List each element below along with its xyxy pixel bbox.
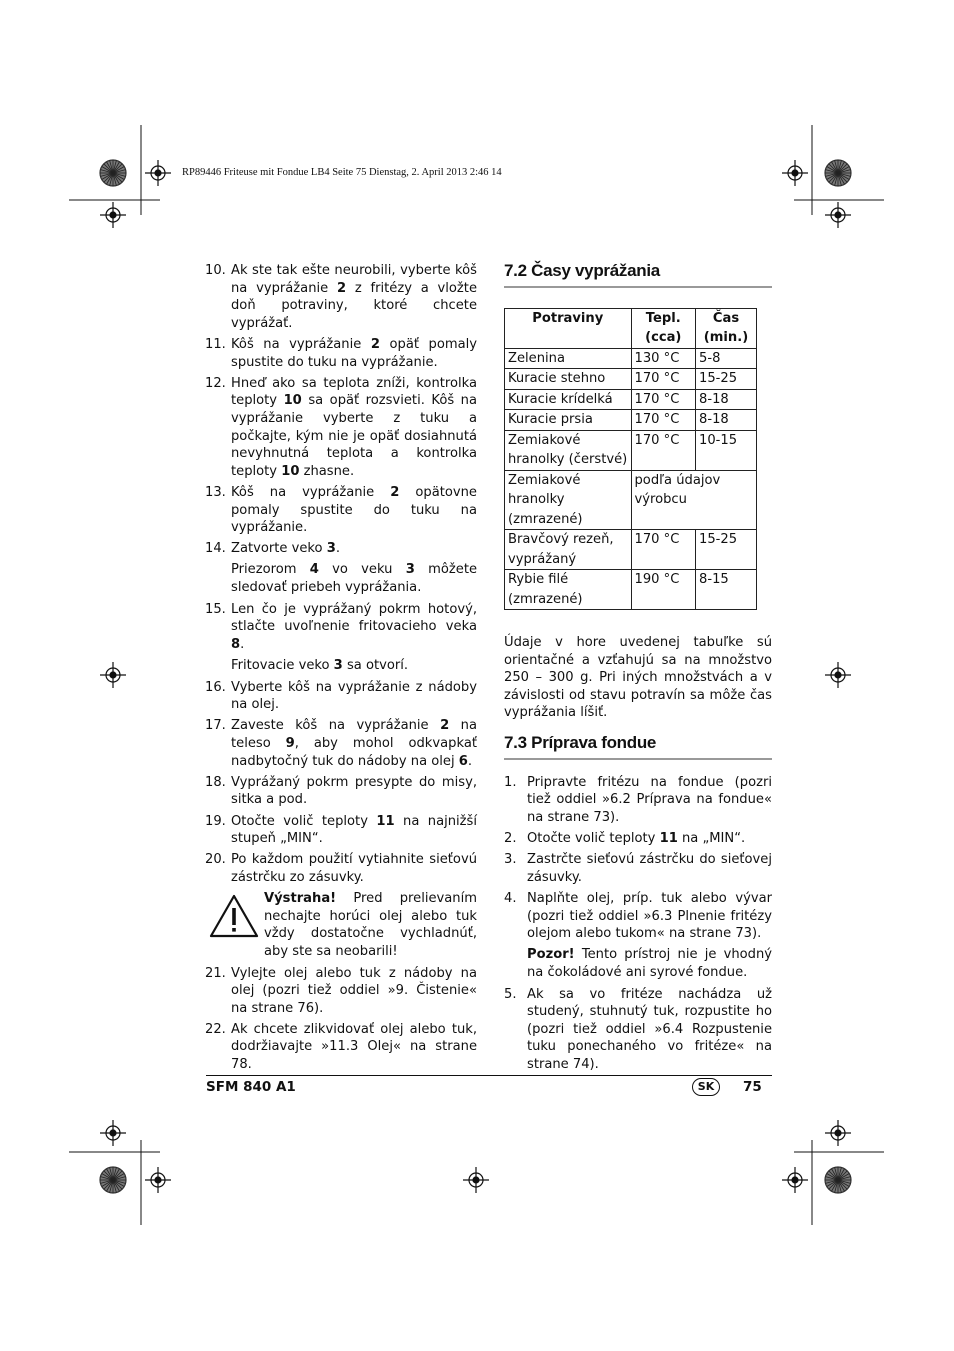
list-item — [205, 262, 477, 332]
table-header-row — [505, 308, 757, 348]
step-number: 18. — [205, 774, 226, 790]
crosshair-mark — [825, 202, 851, 228]
step-number: 1. — [504, 774, 517, 790]
step-number: 2. — [504, 831, 517, 847]
page-number: 75 — [743, 1079, 762, 1095]
list-item — [205, 484, 477, 537]
table-row — [505, 369, 757, 390]
table-cell: Zelenina — [505, 348, 632, 369]
color-bar-mark — [100, 160, 126, 186]
list-item — [205, 375, 477, 481]
list-item — [504, 851, 772, 886]
table-cell: Kuracie prsia — [505, 410, 632, 431]
table-cell: 10-15 — [696, 430, 757, 470]
crosshair-mark — [145, 1167, 171, 1193]
color-bar-mark — [100, 1167, 126, 1193]
step-number: 21. — [205, 965, 226, 981]
table-cell: 170 °C — [631, 369, 696, 390]
fondue-steps — [504, 774, 772, 1074]
column-header: Tepl. (cca) — [631, 308, 696, 348]
crosshair-mark — [782, 160, 808, 186]
column-header: Potraviny — [505, 308, 632, 348]
step-note: Priezorom 4 vo veku 3 môžete sledovať priebeh vyprážania. — [231, 562, 478, 596]
table-row — [505, 348, 757, 369]
step-number: 10. — [205, 263, 226, 278]
table-row — [505, 430, 757, 470]
warning-icon — [209, 894, 259, 938]
step-text: Pripravte fritézu na fondue (pozri tiež oddiel »6.2 Príprava na fondue« na strane 73). — [527, 774, 772, 825]
table-cell: Bravčový rezeň, vyprážaný — [505, 530, 632, 570]
list-item — [205, 336, 477, 371]
frying-times-table — [504, 308, 757, 611]
crosshair-mark — [145, 160, 171, 186]
table-cell: 8-15 — [696, 570, 757, 610]
table-cell: 130 °C — [631, 348, 696, 369]
step-text: Zastrčte sieťovú zástrčku do sieťovej zásuvky. — [527, 852, 772, 885]
left-column — [205, 262, 477, 1077]
step-text: Ak chcete zlikvidovať olej alebo tuk, dodržiavajte »11.3 Olej« na strane 78. — [231, 1021, 477, 1073]
table-row — [505, 570, 757, 610]
column-header: Čas (min.) — [696, 308, 757, 348]
print-header: RP89446 Friteuse mit Fondue LB4 Seite 75 Dienstag, 2. April 2013 2:46 14 — [182, 167, 502, 178]
step-number: 17. — [205, 718, 226, 734]
list-item — [205, 813, 477, 848]
table-cell: 5-8 — [696, 348, 757, 369]
table-cell: 170 °C — [631, 389, 696, 410]
list-item — [205, 774, 477, 809]
crosshair-mark — [825, 1120, 851, 1146]
step-text: Hneď ako sa teplota zníži, kontrolka teploty 10 sa opäť rozsvieti. Kôš na vyprážanie vyberte z tuku a počkajte, kým nie je opäť dosiahnutá nevyhnutná teplota a kontrolka teploty 10 zhasne. — [231, 375, 477, 479]
warning-text: Výstraha! Pred prelievaním nechajte horúci olej alebo tuk vždy dostatočne vychladnúť, aby ste sa neobarili! — [264, 891, 477, 959]
step-text: Len čo je vyprážaný pokrm hotový, stlačte uvoľnenie fritovacieho veka 8. — [231, 601, 477, 652]
list-item — [205, 851, 477, 886]
step-number: 19. — [205, 813, 226, 829]
step-number: 16. — [205, 679, 226, 695]
table-cell: 8-18 — [696, 410, 757, 431]
table-cell: 170 °C — [631, 430, 696, 470]
list-item — [205, 965, 477, 1018]
table-row — [505, 389, 757, 410]
list-item — [205, 717, 477, 770]
step-number: 15. — [205, 601, 226, 617]
step-text: Vyberte kôš na vyprážanie z nádoby na olej. — [231, 679, 477, 713]
step-note: Fritovacie veko 3 sa otvorí. — [231, 658, 409, 674]
crosshair-mark — [463, 1167, 489, 1193]
crosshair-mark — [782, 1167, 808, 1193]
step-number: 20. — [205, 852, 226, 868]
crosshair-mark — [100, 662, 126, 688]
table-cell: 15-25 — [696, 530, 757, 570]
table-cell: 170 °C — [631, 410, 696, 431]
list-item — [504, 774, 772, 827]
crosshair-mark — [100, 202, 126, 228]
step-text: Vylejte olej alebo tuk z nádoby na olej (pozri tiež oddiel »9. Čistenie« na strane 76). — [231, 965, 477, 1016]
step-note: Pozor! Tento prístroj nie je vhodný na čokoládové ani syrové fondue. — [527, 947, 772, 980]
step-text: Naplňte olej, príp. tuk alebo vývar (pozri tiež oddiel »6.3 Plnenie fritézy olejom alebo tukom« na strane 73). — [527, 891, 772, 942]
warning-box — [205, 890, 477, 960]
list-item — [205, 601, 477, 654]
color-bar-mark — [825, 1167, 851, 1193]
step-number: 13. — [205, 484, 226, 500]
step-text: Vyprážaný pokrm presypte do misy, sitka a pod. — [231, 774, 477, 808]
table-cell: podľa údajov výrobcu — [631, 470, 757, 530]
step-text: Ak sa vo fritéze nachádza už studený, stuhnutý tuk, rozpustite ho (pozri tiež oddiel »6.4 Rozpustenie tuku ponechaného vo fritéze« na strane 74). — [527, 986, 772, 1072]
step-text: Ak ste tak ešte neurobili, vyberte kôš na vyprážanie 2 z fritézy a vložte doň potraviny, ktoré chcete vyprážať. — [231, 263, 477, 331]
table-cell: 190 °C — [631, 570, 696, 610]
step-number: 14. — [205, 541, 226, 557]
step-number: 4. — [504, 891, 517, 906]
step-text: Kôš na vyprážanie 2 opätovne pomaly spustite do tuku na vyprážanie. — [231, 484, 477, 536]
list-item — [504, 890, 772, 943]
crosshair-mark — [100, 1120, 126, 1146]
footer-rule — [206, 1075, 772, 1076]
section-heading-fondue: 7.3 Príprava fondue — [504, 734, 772, 760]
table-cell: Zemiakové hranolky (zmrazené) — [505, 470, 632, 530]
step-text: Zaveste kôš na vyprážanie 2 na teleso 9, aby mohol odkvapkať nadbytočný tuk do nádoby na olej 6. — [231, 718, 477, 769]
table-note: Údaje v hore uvedenej tabuľke sú orientačné a vzťahujú sa na množstvo 250 – 300 g. Pri iných množstvách a v závislosti od stavu potravín sa môže čas vyprážania líšiť. — [504, 635, 772, 721]
step-text: Zatvorte veko 3. — [231, 541, 341, 557]
list-item — [205, 540, 477, 558]
step-text: Kôš na vyprážanie 2 opäť pomaly spustite do tuku na vyprážanie. — [231, 336, 478, 370]
table-cell: 170 °C — [631, 530, 696, 570]
crosshair-mark — [825, 662, 851, 688]
color-bar-mark — [825, 160, 851, 186]
table-cell: Kuracie krídelká — [505, 389, 632, 410]
step-number: 3. — [504, 852, 517, 868]
table-row — [505, 470, 757, 530]
table-row — [505, 410, 757, 431]
table-cell: 15-25 — [696, 369, 757, 390]
step-number: 5. — [504, 986, 517, 1002]
step-number: 11. — [205, 336, 226, 352]
step-text: Po každom použití vytiahnite sieťovú zástrčku zo zásuvky. — [231, 852, 477, 885]
table-cell: 8-18 — [696, 389, 757, 410]
table-cell: Rybie filé (zmrazené) — [505, 570, 632, 610]
right-column — [504, 262, 772, 1077]
table-cell: Zemiakové hranolky (čerstvé) — [505, 430, 632, 470]
list-item — [205, 679, 477, 714]
list-item — [205, 1021, 477, 1074]
footer-model: SFM 840 A1 — [206, 1079, 296, 1095]
table-cell: Kuracie stehno — [505, 369, 632, 390]
step-number: 22. — [205, 1021, 226, 1037]
section-heading-frying-times: 7.2 Časy vyprážania — [504, 262, 772, 288]
step-text: Otočte volič teploty 11 na najnižší stupeň „MIN“. — [231, 813, 477, 847]
step-text: Otočte volič teploty 11 na „MIN“. — [527, 831, 746, 847]
table-row — [505, 530, 757, 570]
step-number: 12. — [205, 375, 226, 391]
language-badge: SK — [692, 1078, 720, 1096]
list-item — [504, 986, 772, 1074]
list-item — [504, 830, 772, 848]
